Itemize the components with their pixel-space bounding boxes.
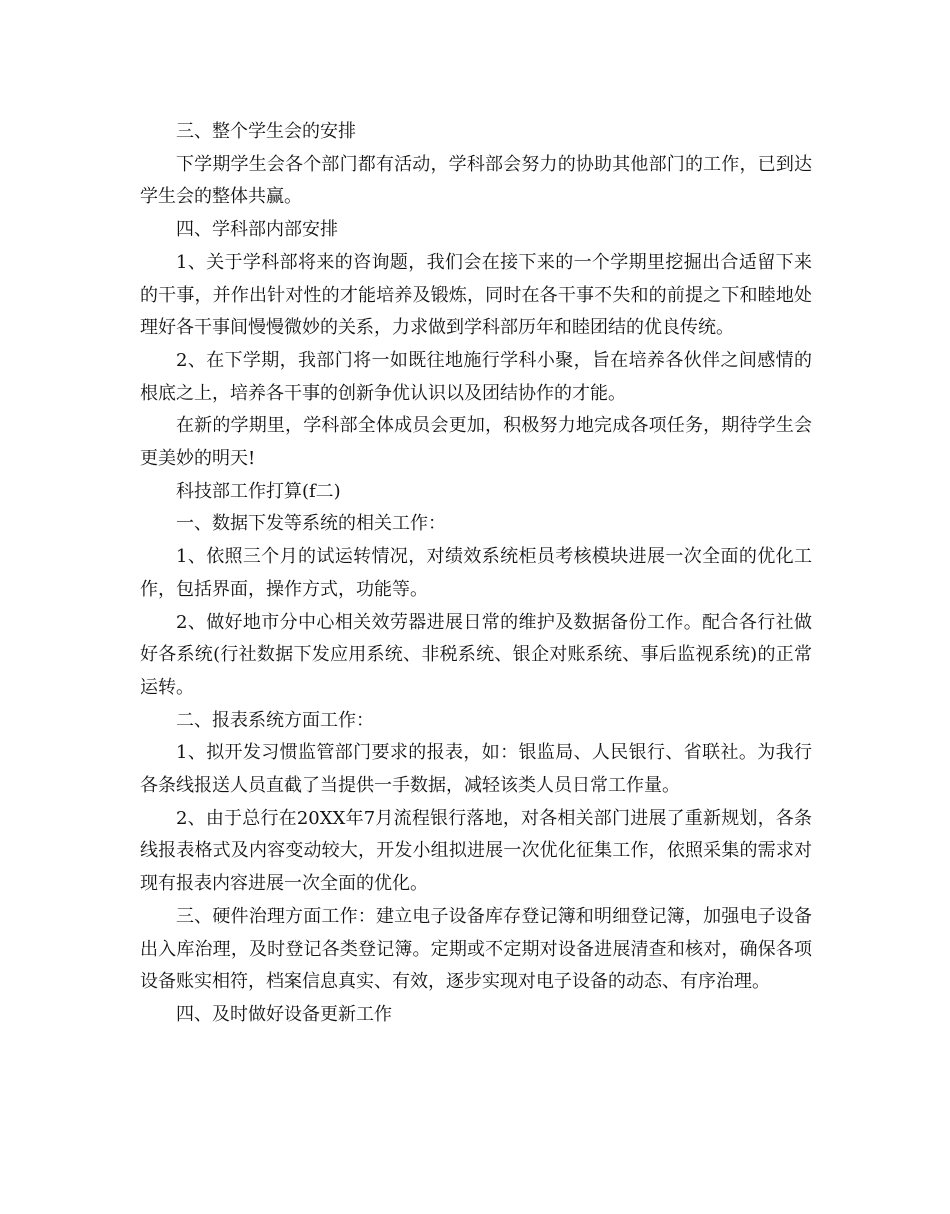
section-heading: 四、及时做好设备更新工作	[176, 1003, 392, 1025]
paragraph: 2、在下学期，我部门将一如既往地施行学科小聚，旨在培养各伙伴之间感情的根底之上，培养各干事的创新争优认识以及团结协作的才能。	[140, 349, 812, 404]
paragraph: 2、做好地市分中心相关效劳器进展日常的维护及数据备份工作。配合各行社做好各系统(行社数据下发应用系统、非税系统、银企对账系统、事后监视系统)的正常运转。	[140, 611, 812, 698]
section-heading: 三、整个学生会的安排	[176, 121, 356, 142]
paragraph: 下学期学生会各个部门都有活动，学科部会努力的协助其他部门的工作，已到达学生会的整体共赢。	[140, 153, 812, 208]
section-heading: 四、学科部内部安排	[176, 219, 338, 241]
paragraph: 1、依照三个月的试运转情况，对绩效系统柜员考核模块进展一次全面的优化工作，包括界面，操作方式，功能等。	[140, 546, 812, 600]
document-title: 科技部工作打算(f二)	[176, 480, 341, 502]
section-heading: 一、数据下发等系统的相关工作：	[176, 513, 446, 535]
section-heading: 二、报表系统方面工作：	[176, 709, 374, 731]
paragraph: 三、硬件治理方面工作：建立电子设备库存登记簿和明细登记簿，加强电子设备出入库治理，及时登记各类登记簿。定期或不定期对设备进展清查和核对，确保各项设备账实相符，档案信息真实、有效，逐步实现对电子设备的动态、有序治理。	[140, 905, 812, 993]
paragraph: 2、由于总行在20XX年7月流程银行落地，对各相关部门进展了重新规划，各条线报表格式及内容变动较大，开发小组拟进展一次优化征集工作，依照采集的需求对现有报表内容进展一次全面的优化。	[140, 807, 812, 895]
paragraph: 在新的学期里，学科部全体成员会更加，积极努力地完成各项任务，期待学生会更美妙的明天!	[140, 415, 812, 470]
document-body	[140, 116, 812, 1032]
paragraph: 1、拟开发习惯监管部门要求的报表，如：银监局、人民银行、省联社。为我行各条线报送人员直截了当提供一手数据，减轻该类人员日常工作量。	[140, 742, 812, 797]
paragraph: 1、关于学科部将来的咨询题，我们会在接下来的一个学期里挖掘出合适留下来的干事，并作出针对性的才能培养及锻炼，同时在各干事不失和的前提之下和睦地处理好各干事间慢慢微妙的关系，力求做到学科部历年和睦团结的优良传统。	[140, 251, 812, 339]
